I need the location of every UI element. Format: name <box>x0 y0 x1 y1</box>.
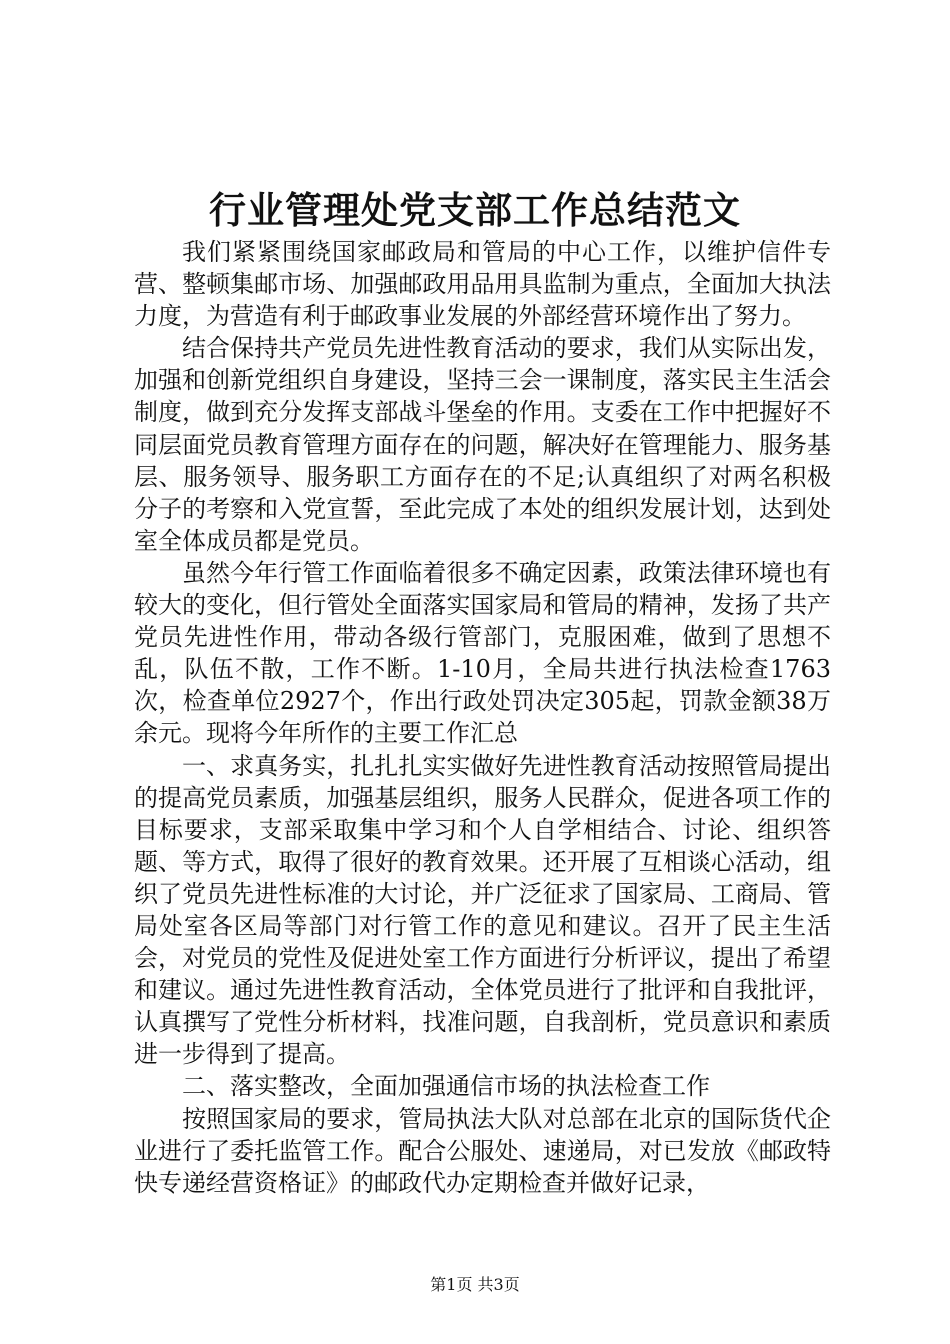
paragraph: 我们紧紧围绕国家邮政局和管局的中心工作，以维护信件专营、整顿集邮市场、加强邮政用品用具监制为重点，全面加大执法力度，为营造有利于邮政事业发展的外部经营环境作出了努力。 <box>134 238 831 331</box>
document-body <box>134 236 831 1199</box>
document-title: 行业管理处党支部工作总结范文 <box>209 188 741 232</box>
paragraph: 一、求真务实，扎扎扎实实做好先进性教育活动按照管局提出的提高党员素质，加强基层组织，服务人民群众，促进各项工作的目标要求，支部采取集中学习和个人自学相结合、讨论、组织答题、等方式，取得了很好的教育效果。还开展了互相谈心活动，组织了党员先进性标准的大讨论，并广泛征求了国家局、工商局、管局处室各区局等部门对行管工作的意见和建议。召开了民主生活会，对党员的党性及促进处室工作方面进行分析评议，提出了希望和建议。通过先进性教育活动，全体党员进行了批评和自我批评，认真撰写了党性分析材料，找准问题，自我剖析，党员意识和素质进一步得到了提高。 <box>134 751 831 1069</box>
page-footer: 第1页 共3页 <box>430 1275 520 1294</box>
section-heading: 二、落实整改，全面加强通信市场的执法检查工作 <box>182 1072 710 1101</box>
paragraph: 虽然今年行管工作面临着很多不确定因素，政策法律环境也有较大的变化，但行管处全面落实国家局和管局的精神，发扬了共产党员先进性作用，带动各级行管部门，克服困难，做到了思想不乱，队伍不散，工作不断。1-10月，全局共进行执法检查1763次，检查单位2927个，作出行政处罚决定305起，罚款金额38万余元。现将今年所作的主要工作汇总 <box>134 558 831 748</box>
paragraph: 按照国家局的要求，管局执法大队对总部在北京的国际货代企业进行了委托监管工作。配合公服处、速递局，对已发放《邮政特快专递经营资格证》的邮政代办定期检查并做好记录， <box>134 1104 831 1197</box>
paragraph: 结合保持共产党员先进性教育活动的要求，我们从实际出发，加强和创新党组织自身建设，坚持三会一课制度，落实民主生活会制度，做到充分发挥支部战斗堡垒的作用。支委在工作中把握好不同层面党员教育管理方面存在的问题，解决好在管理能力、服务基层、服务领导、服务职工方面存在的不足;认真组织了对两名积极分子的考察和入党宣誓，至此完成了本处的组织发展计划，达到处室全体成员都是党员。 <box>134 334 831 555</box>
